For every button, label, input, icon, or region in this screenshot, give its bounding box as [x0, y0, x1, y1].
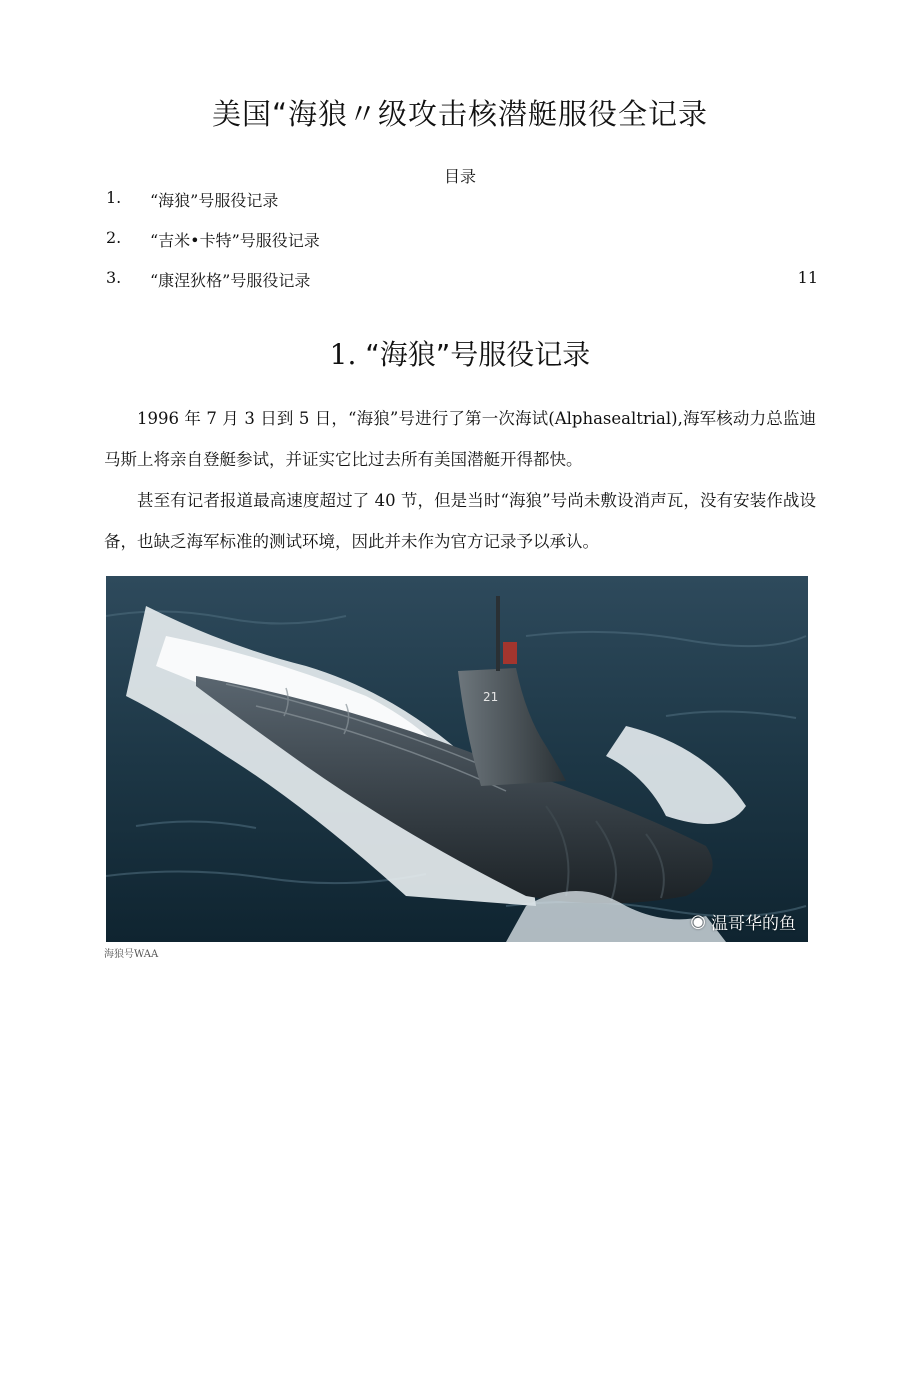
submarine-photo	[106, 576, 808, 942]
watermark-text: 温哥华的鱼	[711, 914, 796, 934]
toc-item-page: 11	[797, 268, 818, 287]
figure-caption: 海狼号WAA	[104, 949, 159, 959]
toc-item-number: 1.	[106, 188, 122, 207]
document-title: 美国“海狼〃级攻击核潜艇服役全记录	[211, 97, 709, 131]
toc-item-number: 2.	[106, 228, 122, 247]
section-heading	[0, 333, 920, 373]
wechat-icon: ◉	[690, 911, 706, 932]
watermark	[690, 909, 796, 934]
section-number: 1.	[329, 338, 357, 371]
toc-item-label: “康涅狄格”号服役记录	[150, 271, 311, 290]
body-paragraph-2: 甚至有记者报道最高速度超过了 40 节，但是当时“海狼”号尚未敷设消声瓦，没有安装作战设备，也缺乏海军标准的测试环境，因此并未作为官方记录予以承认。	[104, 491, 816, 551]
toc-item-label: “吉米•卡特”号服役记录	[150, 231, 320, 250]
submarine-illustration	[106, 576, 808, 942]
toc-item-number: 3.	[106, 268, 122, 287]
toc-heading: 目录	[443, 167, 476, 186]
section-title: “海狼”号服役记录	[365, 338, 591, 371]
hull-number: 21	[483, 690, 499, 704]
body-paragraph-1: 1996 年 7 月 3 日到 5 日，“海狼”号进行了第一次海试(Alphasealtrial),海军核动力总监迪马斯上将亲自登艇参试，并证实它比过去所有美国潜艇开得都快。	[104, 409, 816, 469]
toc-item-label: “海狼”号服役记录	[150, 191, 279, 210]
